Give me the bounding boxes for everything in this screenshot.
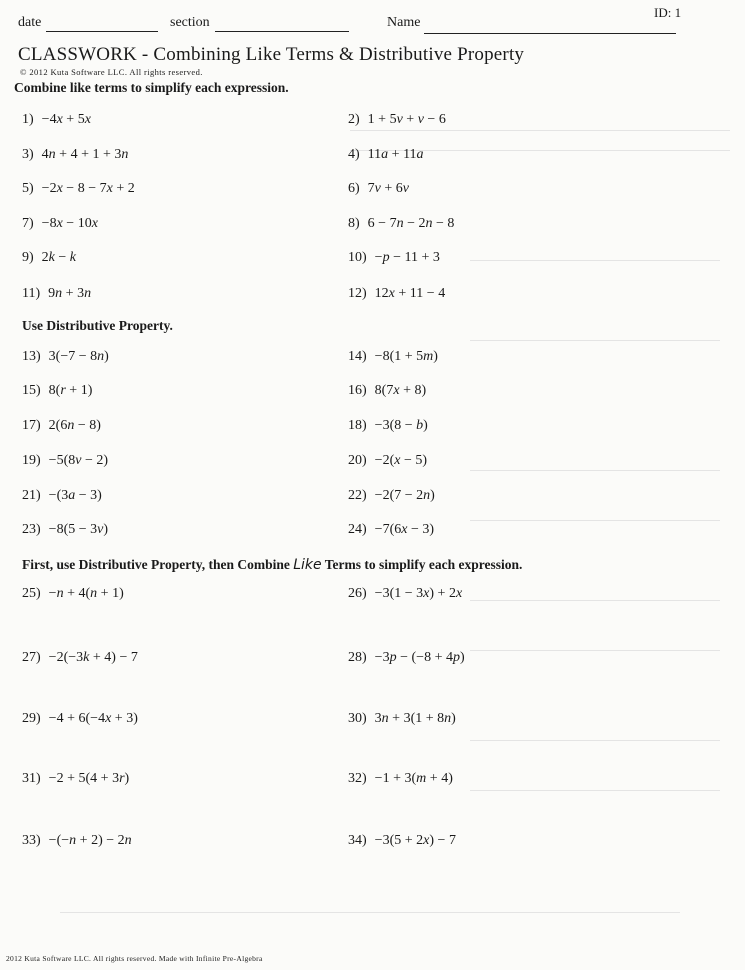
footer-copyright: 2012 Kuta Software LLC. All rights reserved. Made with Infinite Pre-Algebra (6, 954, 263, 963)
problem-number: 15) (22, 383, 41, 398)
problem-expression: −(3a − 3) (48, 488, 102, 503)
problem-item (22, 833, 132, 849)
problem-item (348, 771, 453, 787)
problem-number: 2) (348, 112, 360, 127)
problem-item (348, 586, 462, 602)
problem-item (348, 112, 446, 128)
problem-item (348, 216, 454, 232)
problem-number: 25) (22, 586, 41, 601)
problem-expression: 4n + 4 + 1 + 3n (41, 147, 129, 162)
page-title: CLASSWORK - Combining Like Terms & Distributive Property (18, 44, 525, 65)
problem-item (22, 488, 102, 504)
problem-expression: 11a + 11a (367, 147, 424, 162)
problem-item (348, 650, 465, 666)
problem-expression: −3(1 − 3x) + 2x (374, 586, 463, 601)
problem-number: 26) (348, 586, 367, 601)
problem-item (22, 181, 135, 197)
problem-item (348, 250, 440, 266)
problem-expression: −2 + 5(4 + 3r) (48, 771, 130, 786)
problem-expression: −2(−3k + 4) − 7 (48, 650, 138, 665)
problem-expression: 3(−7 − 8n) (48, 349, 109, 364)
problem-number: 30) (348, 711, 367, 726)
problem-item (348, 147, 424, 163)
problem-item (348, 286, 445, 302)
problem-number: 21) (22, 488, 41, 503)
date-field[interactable] (46, 31, 158, 32)
problem-number: 28) (348, 650, 367, 665)
problem-expression: −p − 11 + 3 (374, 250, 440, 265)
problem-number: 10) (348, 250, 367, 265)
problem-expression: −7(6x − 3) (374, 522, 435, 537)
problem-number: 32) (348, 771, 367, 786)
problem-number: 12) (348, 286, 367, 301)
name-field[interactable] (424, 33, 676, 34)
problem-number: 23) (22, 522, 41, 537)
problem-expression: 8(r + 1) (48, 383, 93, 398)
problem-number: 1) (22, 112, 34, 127)
problem-item (22, 216, 98, 232)
problem-item (22, 586, 124, 602)
problem-expression: −3(5 + 2x) − 7 (374, 833, 456, 848)
problem-item (22, 522, 108, 538)
problem-expression: −n + 4(n + 1) (48, 586, 124, 601)
problem-item (22, 383, 92, 399)
problem-expression: 6 − 7n − 2n − 8 (367, 216, 455, 231)
problem-item (348, 488, 435, 504)
problem-item (22, 418, 101, 434)
problem-item (348, 453, 427, 469)
problem-number: 14) (348, 349, 367, 364)
problem-item (348, 711, 456, 727)
problem-expression: −3(8 − b) (374, 418, 428, 433)
copyright-notice: © 2012 Kuta Software LLC. All rights reserved. (20, 67, 203, 77)
problem-expression: −2(x − 5) (374, 453, 428, 468)
problem-expression: 1 + 5v + v − 6 (367, 112, 446, 127)
problem-expression: 3n + 3(1 + 8n) (374, 711, 456, 726)
problem-expression: −5(8v − 2) (48, 453, 109, 468)
problem-number: 6) (348, 181, 360, 196)
problem-number: 4) (348, 147, 360, 162)
problem-item (22, 650, 138, 666)
problem-expression: −1 + 3(m + 4) (374, 771, 453, 786)
problem-number: 11) (22, 286, 41, 301)
problem-item (348, 349, 438, 365)
handwritten-word: Like (293, 557, 322, 573)
problem-number: 27) (22, 650, 41, 665)
section-heading-distributive: Use Distributive Property. (22, 318, 173, 333)
problem-expression: 8(7x + 8) (374, 383, 427, 398)
problem-item (348, 418, 428, 434)
problem-expression: −2x − 8 − 7x + 2 (41, 181, 135, 196)
problem-number: 20) (348, 453, 367, 468)
problem-number: 5) (22, 181, 34, 196)
problem-item (348, 522, 434, 538)
section-heading-part-2: Terms to simplify each expression. (324, 557, 523, 572)
worksheet-id: ID: 1 (654, 5, 682, 20)
problem-expression: −2(7 − 2n) (374, 488, 435, 503)
problem-item (348, 833, 456, 849)
problem-number: 29) (22, 711, 41, 726)
problem-expression: −8(1 + 5m) (374, 349, 438, 364)
problem-item (22, 286, 91, 302)
problem-expression: −4 + 6(−4x + 3) (48, 711, 138, 726)
problem-expression: −8x − 10x (41, 216, 98, 231)
problem-expression: 12x + 11 − 4 (374, 286, 446, 301)
section-label: section (170, 15, 210, 30)
date-label: date (18, 15, 42, 30)
problem-number: 18) (348, 418, 367, 433)
problem-item (22, 453, 108, 469)
problem-item (22, 112, 91, 128)
problem-number: 33) (22, 833, 41, 848)
problem-number: 8) (348, 216, 360, 231)
problem-item (348, 383, 426, 399)
problem-number: 22) (348, 488, 367, 503)
section-field[interactable] (215, 31, 349, 32)
problem-number: 7) (22, 216, 34, 231)
problem-item (22, 771, 129, 787)
problem-number: 3) (22, 147, 34, 162)
problem-expression: 2k − k (41, 250, 77, 265)
problem-item (22, 147, 128, 163)
problem-item (22, 349, 109, 365)
problem-expression: −3p − (−8 + 4p) (374, 650, 465, 665)
problem-item (22, 250, 76, 266)
problem-number: 34) (348, 833, 367, 848)
problem-expression: −8(5 − 3v) (48, 522, 109, 537)
problem-expression: −(−n + 2) − 2n (48, 833, 132, 848)
section-heading-both (22, 557, 522, 573)
problem-number: 24) (348, 522, 367, 537)
problem-number: 19) (22, 453, 41, 468)
section-heading-combine: Combine like terms to simplify each expression. (14, 80, 289, 95)
problem-number: 13) (22, 349, 41, 364)
problem-number: 16) (348, 383, 367, 398)
problem-item (22, 711, 138, 727)
section-heading-part-1: First, use Distributive Property, then Combine (22, 557, 290, 572)
problem-number: 17) (22, 418, 41, 433)
problem-item (348, 181, 409, 197)
problem-expression: 2(6n − 8) (48, 418, 101, 433)
problem-expression: 7v + 6v (367, 181, 410, 196)
name-label: Name (387, 15, 421, 30)
problem-expression: 9n + 3n (48, 286, 92, 301)
problem-number: 9) (22, 250, 34, 265)
problem-number: 31) (22, 771, 41, 786)
problem-expression: −4x + 5x (41, 112, 91, 127)
